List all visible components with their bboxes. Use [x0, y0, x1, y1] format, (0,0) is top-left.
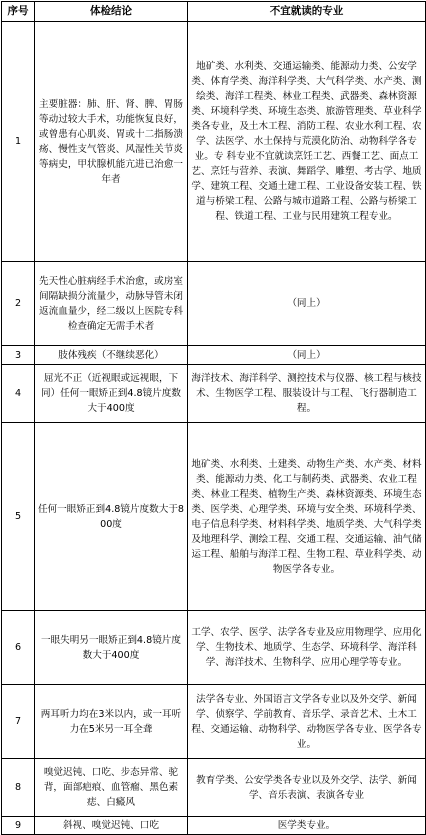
header-majors: 不宜就读的专业 [188, 2, 426, 22]
row-conclusion: 先天性心脏病经手术治愈，或房室间隔缺损分流量少，动脉导管未闭返流血量少，经二级以上医院专科检查确定无需手术者 [35, 262, 188, 346]
row-majors: 医学类专业。 [188, 817, 426, 835]
row-majors: （同上） [188, 346, 426, 365]
row-majors: （同上） [188, 262, 426, 346]
row-majors: 地矿类、水利类、土建类、动物生产类、水产类、材料类、能源动力类、化工与制药类、武器类、农业工程类、林业工程类、植物生产类、森林资源类、环境生态 类、医学类、心理学类、环境与安全类、环境科学类、电子信息科学类、材料科学类、地质学类、大气科学类及地理科学、测绘工程、交通工程、交通运输、油气储 运工程、船舶与海洋工程、生物工程、草业科学类、动物医学各专业。 [188, 423, 426, 611]
row-conclusion: 两耳听力均在3米以内，或一耳听力在5米另一耳全聋 [35, 685, 188, 759]
row-majors: 法学各专业、外国语言文学各专业以及外交学、新闻学、侦察学、学前教育、音乐学、录音艺术、土木工程、交通运输、动物科学、动物医学各专业、医学各专业。 [188, 685, 426, 759]
row-number: 4 [2, 365, 35, 423]
row-majors: 教育学类、公安学类各专业以及外交学、法学、新闻学、音乐表演、表演各专业 [188, 759, 426, 817]
row-conclusion: 一眼失明另一眼矫正到4.8镜片度数大于400度 [35, 611, 188, 685]
row-number: 3 [2, 346, 35, 365]
table-row [2, 759, 426, 817]
header-conclusion: 体检结论 [35, 2, 188, 22]
row-number: 6 [2, 611, 35, 685]
table-row [2, 611, 426, 685]
row-conclusion: 任何一眼矫正到4.8镜片度数大于800度 [35, 423, 188, 611]
row-conclusion: 肢体残疾（不继续恶化） [35, 346, 188, 365]
table-row [2, 423, 426, 611]
table-row [2, 817, 426, 835]
row-number: 1 [2, 22, 35, 262]
table-row [2, 262, 426, 346]
table-row [2, 685, 426, 759]
health-restriction-table [1, 1, 426, 835]
row-conclusion: 主要脏器：肺、肝、肾、脾、胃肠等动过较大手术，功能恢复良好，或曾患有心肌炎、胃或十二指肠溃疡、慢性支气管炎、风湿性关节炎等病史，甲状腺机能亢进已治愈一年者 [35, 22, 188, 262]
table-row [2, 346, 426, 365]
table-row [2, 365, 426, 423]
row-number: 8 [2, 759, 35, 817]
row-number: 7 [2, 685, 35, 759]
row-majors: 工学、农学、医学、法学各专业及应用物理学、应用化学、生物技术、地质学、生态学、环境科学、海洋科学、海洋技术、生物科学、应用心理学等专业。 [188, 611, 426, 685]
table-row [2, 22, 426, 262]
header-row [2, 2, 426, 22]
row-conclusion: 屈光不正（近视眼或远视眼，下同）任何一眼矫正到4.8镜片度数大于400度 [35, 365, 188, 423]
row-number: 5 [2, 423, 35, 611]
header-no: 序号 [2, 2, 35, 22]
row-conclusion: 嗅觉迟钝、口吃、步态异常、驼背，面部疤痕、血管瘤、黑色素痣、白癜风 [35, 759, 188, 817]
row-conclusion: 斜视、嗅觉迟钝、口吃 [35, 817, 188, 835]
row-majors: 地矿类、水利类、交通运输类、能源动力类、公安学类、体育学类、海洋科学类、大气科学类、水产类、测绘类、海洋工程类、林业工程类、武器类、森林资源类、环境科学类、环境生态类、旅游管理类、草业科学类各专业，及土木工程、消防工程、农业水利工程、农学、法医学、水土保持与荒漠化防治、动物科学各专业。专 科专业不宜就读烹饪工艺、西餐工艺、面点工艺、烹饪与营养、表演、舞蹈学、雕塑、考古学、地质学、建筑工程、交通土建工程、工业设备安装工程、铁道与桥梁工程、公路与城市道路工程、公路与桥梁工程、铁道工程、工业与民用建筑工程专业。 [188, 22, 426, 262]
row-number: 2 [2, 262, 35, 346]
row-majors: 海洋技术、海洋科学、测控技术与仪器、核工程与核技术、生物医学工程、服装设计与工程、飞行器制造工程。 [188, 365, 426, 423]
row-number: 9 [2, 817, 35, 835]
